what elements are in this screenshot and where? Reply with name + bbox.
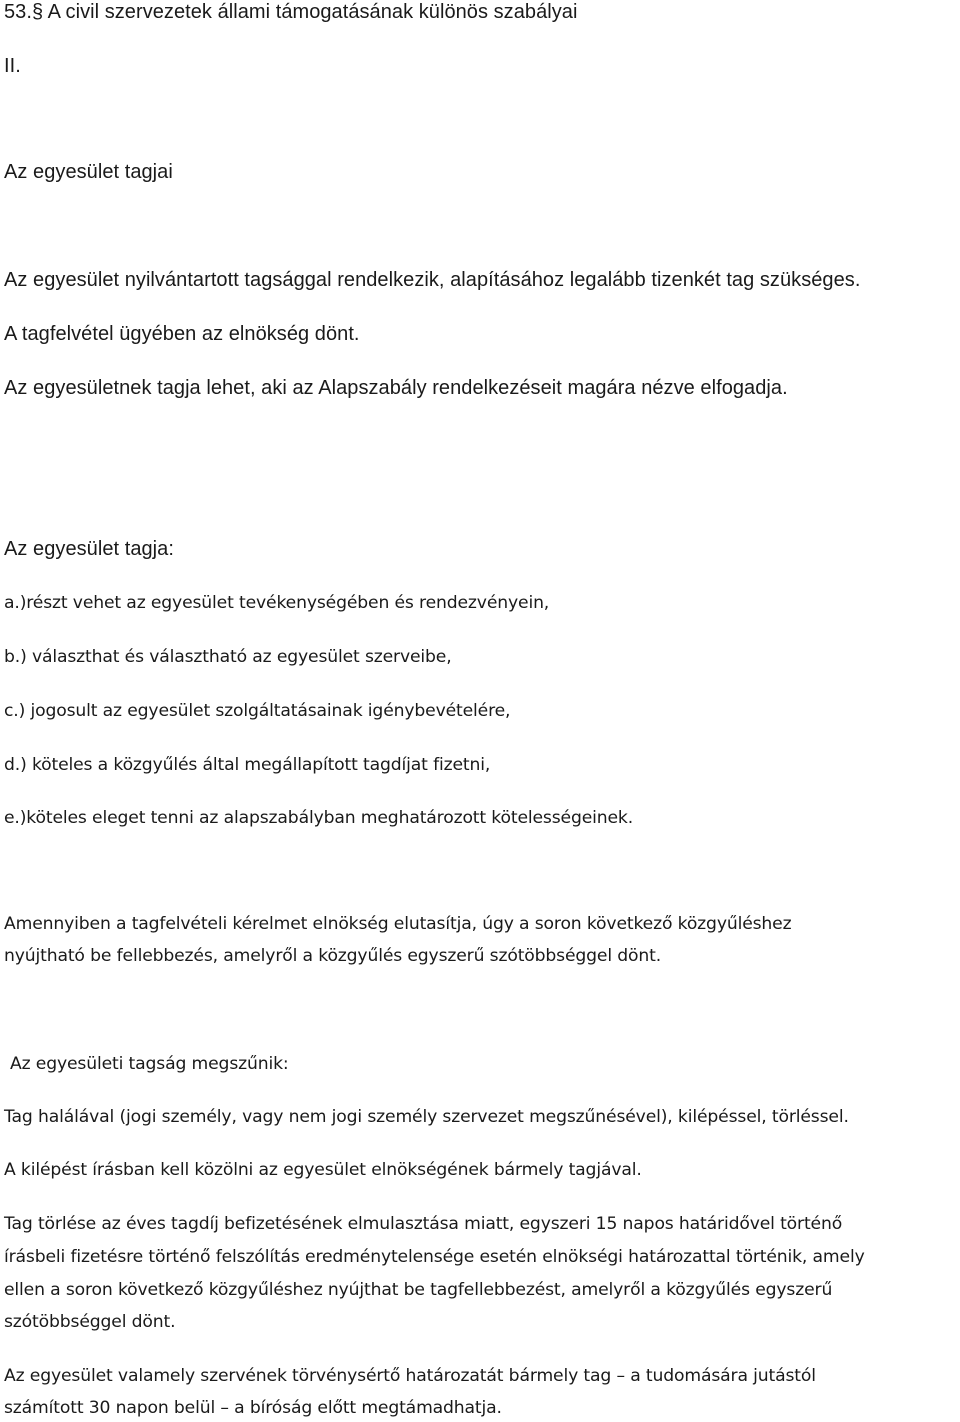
member-right-item: a.)részt vehet az egyesület tevékenységében és rendezvényein, xyxy=(4,593,550,613)
deletion-paragraph-line: ellen a soron következő közgyűléshez nyújthat be tagfellebbezést, amelyről a közgyűlés egyszerű xyxy=(4,1280,833,1300)
termination-line: A kilépést írásban kell közölni az egyesület elnökségének bármely tagjával. xyxy=(4,1160,642,1180)
member-right-item: c.) jogosult az egyesület szolgáltatásainak igénybevételére, xyxy=(4,701,511,721)
member-right-item: b.) választhat és választható az egyesület szerveibe, xyxy=(4,647,452,667)
section-number: II. xyxy=(4,55,21,77)
deletion-paragraph-line: Tag törlése az éves tagdíj befizetésének elmulasztása miatt, egyszeri 15 napos határidővel történő xyxy=(4,1214,843,1234)
intro-line: Az egyesületnek tagja lehet, aki az Alapszabály rendelkezéseit magára nézve elfogadja. xyxy=(4,377,788,399)
members-title: Az egyesület tagjai xyxy=(4,161,173,183)
member-rights-title: Az egyesület tagja: xyxy=(4,538,174,560)
challenge-paragraph-line: Az egyesület valamely szervének törvénysértő határozatát bármely tag – a tudomására jutástól xyxy=(4,1366,816,1386)
member-right-item: d.) köteles a közgyűlés által megállapított tagdíjat fizetni, xyxy=(4,755,491,775)
challenge-paragraph-line: számított 30 napon belül – a bíróság előtt megtámadhatja. xyxy=(4,1398,502,1418)
document-heading: 53.§ A civil szervezetek állami támogatásának különös szabályai xyxy=(4,1,578,23)
intro-line: A tagfelvétel ügyében az elnökség dönt. xyxy=(4,323,360,345)
appeal-paragraph-line: nyújtható be fellebbezés, amelyről a közgyűlés egyszerű szótöbbséggel dönt. xyxy=(4,946,662,966)
deletion-paragraph-line: szótöbbséggel dönt. xyxy=(4,1312,176,1332)
member-right-item: e.)köteles eleget tenni az alapszabályban meghatározott kötelességeinek. xyxy=(4,808,634,828)
termination-line: Tag halálával (jogi személy, vagy nem jogi személy szervezet megszűnésével), kilépéssel, törléssel. xyxy=(4,1107,849,1127)
termination-title: Az egyesületi tagság megszűnik: xyxy=(10,1054,289,1074)
intro-line: Az egyesület nyilvántartott tagsággal rendelkezik, alapításához legalább tizenkét tag szükséges. xyxy=(4,269,861,291)
deletion-paragraph-line: írásbeli fizetésre történő felszólítás eredménytelensége esetén elnökségi határozattal történik, amely xyxy=(4,1247,865,1267)
appeal-paragraph-line: Amennyiben a tagfelvételi kérelmet elnökség elutasítja, úgy a soron következő közgyűléshez xyxy=(4,914,792,934)
